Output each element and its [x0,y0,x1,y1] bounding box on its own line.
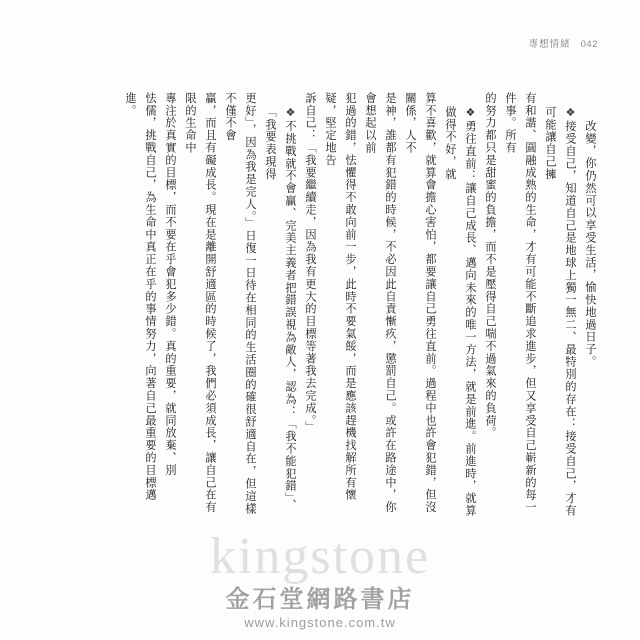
page-folio: 042 [580,39,598,50]
text-column: 贏，而且有礙成長。現在是離開舒適區的時候了，我們必須成長，讓自己在有限的生命中 [184,92,217,514]
bullet-icon: ❖ [464,106,477,121]
watermark [0,528,640,630]
bullet-icon: ❖ [284,106,297,121]
text-column: 怯儒，挑戰自己，為生命中真正在乎的事情努力，向著自己最重要的目標邁進。 [124,92,157,502]
text-column: 算不喜歡，就算會擔心害怕，都要讓自己勇往直前。過程中也許會犯錯，但沒關係，人不 [404,92,437,514]
column-text: 接受自己，知道自己是地球上獨一無二、最特別的存在：接受自己，才有可能讓自己擁 [544,106,577,518]
text-column [540,92,580,522]
running-head-title: 專想情緒 [528,39,571,50]
text-column: 更好」，因為我是完人。」日復一日待在相同的生活圈的確很舒適自在，但這樣不僅不會 [224,92,257,515]
watermark-brand-latin: kingstone [209,528,431,585]
text-column [260,92,300,522]
text-column: 專注於真實的目標，而不要在乎會犯多少錯。真的重要，就同放棄、別 [164,92,177,477]
watermark-url: www.kingstone.com.tw [244,615,396,630]
bullet-icon: ❖ [564,106,577,121]
text-column: 是神，誰都有犯錯的時候，不必因此自責慚疚，懲罰自己。或許在路途中，你會想起以前 [364,92,397,514]
column-text: 不挑戰就不會贏、完美主義者把錯誤視為敵人，認為：「我不能犯錯」、「我要表現得 [264,106,297,512]
text-column: 訴自己：「我要繼續走，因為我有更大的目標等著我去完成。」 [304,92,317,434]
text-column [440,92,480,522]
vertical-text-body [124,92,600,522]
text-column: 的努力都只是甜蜜的負擔，而不是壓得自己喘不過氣來的負荷。 [484,92,497,440]
running-head [529,36,598,50]
watermark-brand-chinese: 金石堂網路書店 [225,585,415,613]
column-text: 勇往直前：讓自己成長、邁向未來的唯一方法，就是前進。前進時，就算做得不好，就 [444,106,477,518]
text-column: 改變，你仍然可以享受生活，愉快地過日子。 [584,120,597,368]
text-column: 犯過的錯，怯懼得不敢向前一步，此時不要氣餒，而是應該趕機找解所有懷疑，堅定地告 [324,92,357,502]
text-column: 有和諧、圓融成熟的生命，才有可能不斷追求進步，但又享受自己嶄新的每一件事。所有 [504,92,537,514]
